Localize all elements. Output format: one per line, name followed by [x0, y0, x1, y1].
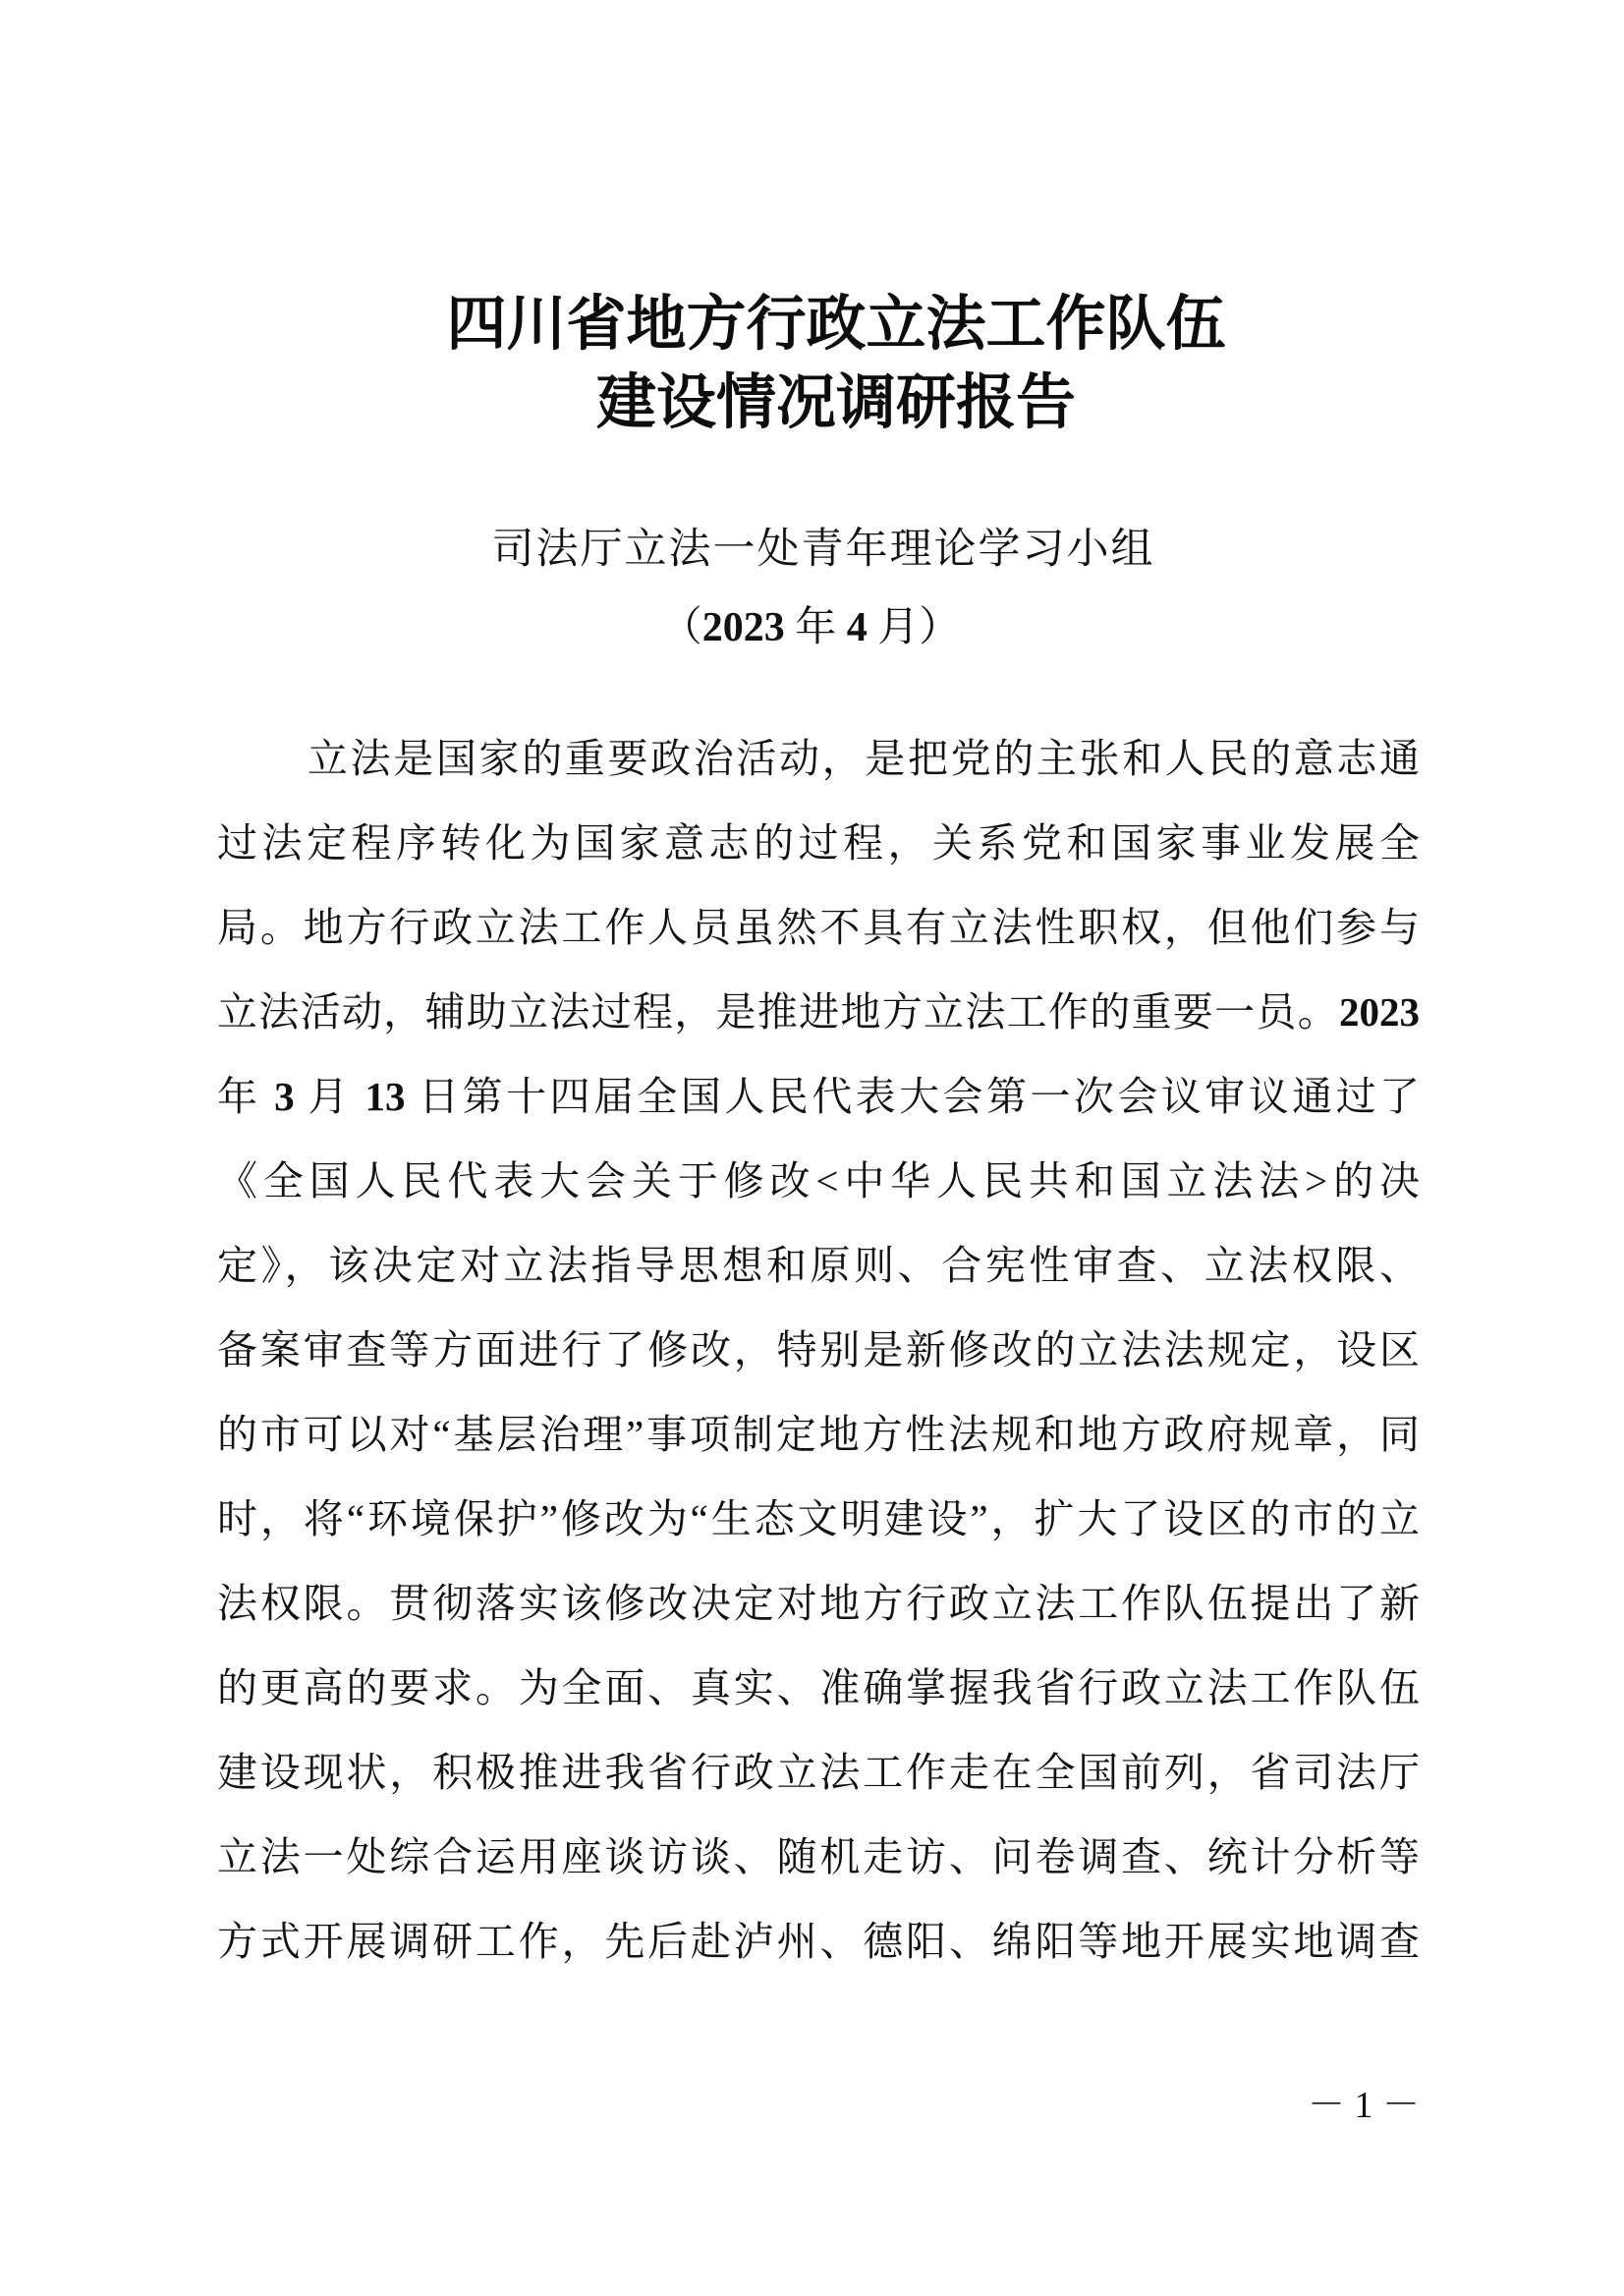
document-title — [246, 286, 1427, 443]
body-line — [217, 1054, 1420, 1139]
author-line: 司法厅立法一处青年理论学习小组 — [491, 527, 1155, 573]
body-line: 《全国人民代表大会关于修改<中华人民共和国立法法>的决 — [217, 1158, 1420, 1204]
body-line: 立法是国家的重要政治活动，是把党的主张和人民的意志通 — [308, 736, 1420, 781]
date-month-unit: 月 — [867, 605, 920, 650]
body-line: 的更高的要求。为全面、真实、准确掌握我省行政立法工作队伍 — [217, 1665, 1420, 1710]
title-line-1: 四川省地方行政立法工作队伍 — [446, 292, 1226, 358]
body-line: 局。地方行政立法工作人员虽然不具有立法性职权，但他们参与 — [217, 905, 1420, 950]
bold-number: 3 — [274, 1074, 295, 1119]
body-line: 的市可以对“基层治理”事项制定地方性法规和地方政府规章，同 — [217, 1412, 1420, 1457]
date-close-paren: ） — [919, 605, 961, 650]
date-year-unit: 年 — [784, 605, 847, 650]
date-open-paren: （ — [660, 605, 702, 650]
bold-number: 13 — [364, 1074, 406, 1119]
title-line-2: 建设情况调研报告 — [595, 370, 1076, 436]
body-line: 建设现状，积极推进我省行政立法工作走在全国前列，省司法厅 — [217, 1750, 1420, 1795]
body-line: 过法定程序转化为国家意志的过程，关系党和国家事业发展全 — [217, 820, 1420, 866]
body-line: 备案审查等方面进行了修改，特别是新修改的立法法规定，设区 — [217, 1327, 1420, 1372]
date-line — [221, 598, 1400, 657]
body-line: 定》，该决定对立法指导思想和原则、合宪性审查、立法权限、 — [217, 1243, 1420, 1288]
body-line: 法权限。贯彻落实该修改决定对地方行政立法工作队伍提出了新 — [217, 1581, 1420, 1626]
body-line: 方式开展调研工作，先后赴泸州、德阳、绵阳等地开展实地调查 — [217, 1919, 1420, 1964]
page-number: － 1 － — [1307, 2085, 1420, 2126]
body-line: 时，将“环境保护”修改为“生态文明建设”，扩大了设区的市的立 — [217, 1496, 1420, 1541]
body-line-text: 日第十四届全国人民代表大会第一次会议审议通过了 — [405, 1074, 1420, 1119]
body-line-text: 立法活动，辅助立法过程，是推进地方立法工作的重要一员。 — [217, 989, 1339, 1035]
bold-number: 2023 — [1339, 989, 1420, 1035]
body-line-text: 年 — [217, 1074, 275, 1119]
date-month: 4 — [846, 605, 868, 650]
body-line — [217, 970, 1420, 1054]
date-year: 2023 — [701, 605, 785, 650]
body-paragraph — [217, 716, 1420, 1984]
body-line: 立法一处综合运用座谈访谈、随机走访、问卷调查、统计分析等 — [217, 1834, 1420, 1879]
body-line-text: 月 — [294, 1074, 365, 1119]
